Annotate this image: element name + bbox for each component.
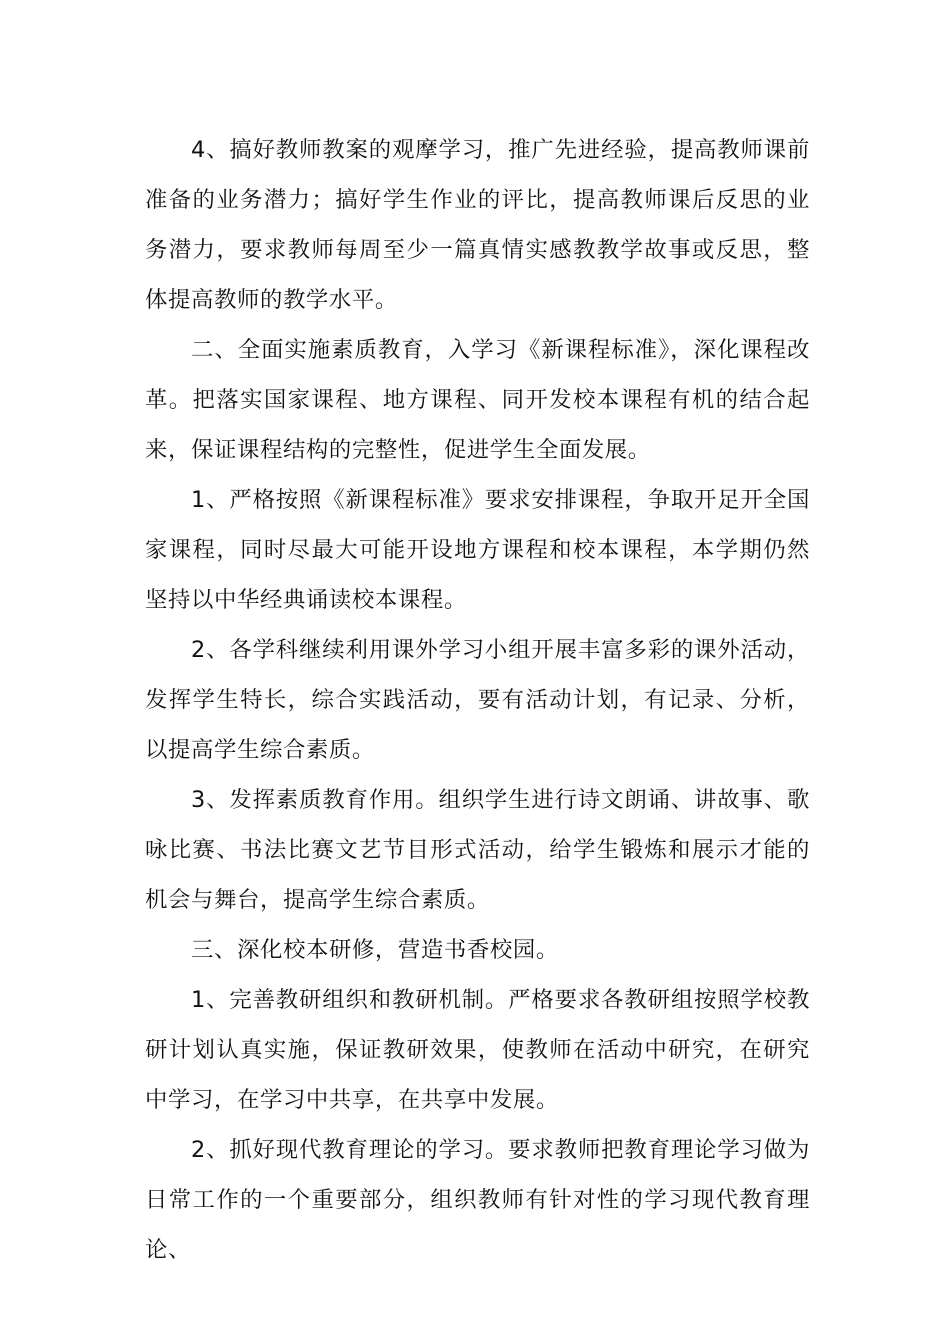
paragraph-item-2-extracurricular: 2、各学科继续利用课外学习小组开展丰富多彩的课外活动，发挥学生特长，综合实践活动，要有活动计划，有记录、分析，以提高学生综合素质。 — [145, 637, 810, 763]
paragraph-item-1-research-mechanism: 1、完善教研组织和教研机制。严格要求各教研组按照学校教研计划认真实施，保证教研效果，使教师在活动中研究，在研究中学习，在学习中共享，在共享中发展。 — [145, 987, 810, 1113]
section-heading-school-research: 三、深化校本研修，营造书香校园。 — [191, 937, 559, 963]
section-heading-quality-education: 二、全面实施素质教育，入学习《新课程标准》，深化课程改革。把落实国家课程、地方课程、同开发校本课程有机的结合起来，保证课程结构的完整性，促进学生全面发展。 — [145, 337, 810, 463]
paragraph-item-4-lesson-plans: 4、搞好教师教案的观摩学习，推广先进经验，提高教师课前准备的业务潜力；搞好学生作业的评比，提高教师课后反思的业务潜力，要求教师每周至少一篇真情实感教教学故事或反思，整体提高教师的教学水平。 — [145, 137, 810, 313]
paragraph-item-2-education-theory: 2、抓好现代教育理论的学习。要求教师把教育理论学习做为日常工作的一个重要部分，组织教师有针对性的学习现代教育理论、 — [145, 1137, 810, 1263]
paragraph-item-1-curriculum: 1、严格按照《新课程标准》要求安排课程，争取开足开全国家课程，同时尽最大可能开设地方课程和校本课程，本学期仍然坚持以中华经典诵读校本课程。 — [145, 487, 810, 613]
paragraph-item-3-activities: 3、发挥素质教育作用。组织学生进行诗文朗诵、讲故事、歌咏比赛、书法比赛文艺节目形式活动，给学生锻炼和展示才能的机会与舞台，提高学生综合素质。 — [145, 787, 810, 913]
document-body — [145, 125, 810, 1275]
